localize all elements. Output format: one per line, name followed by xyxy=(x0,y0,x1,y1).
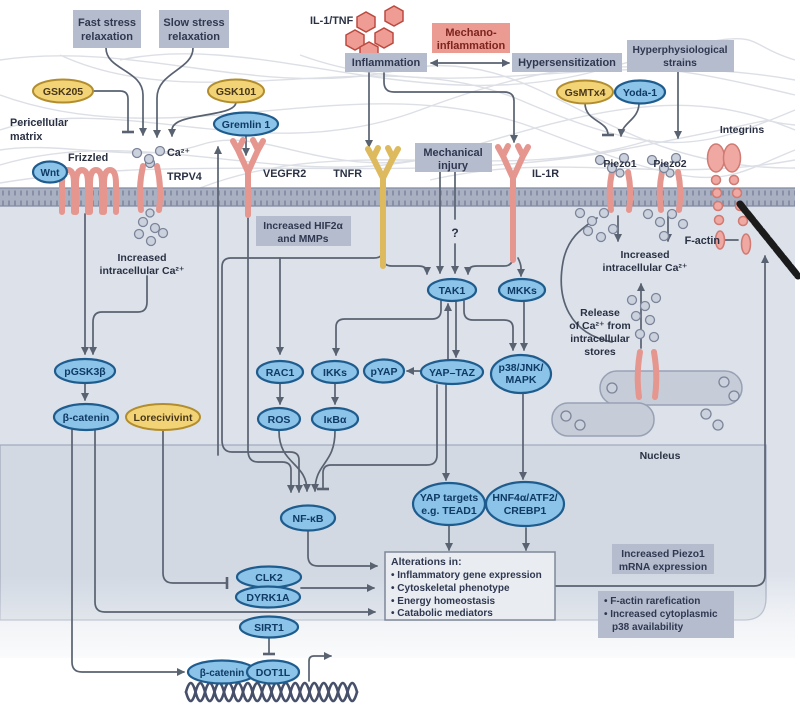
node-rac1 xyxy=(257,361,303,383)
fast-stress-box xyxy=(73,10,141,48)
effects-line3: p38 availability xyxy=(612,622,684,633)
pericellular-line1: Pericellular xyxy=(10,117,69,129)
alterations-item2: • Cytoskeletal phenotype xyxy=(391,583,510,594)
yap-targets-line2: e.g. TEAD1 xyxy=(421,505,477,517)
gsk101-label: GSK101 xyxy=(215,86,257,98)
clk2-label: CLK2 xyxy=(255,572,283,584)
release-line2: of Ca²⁺ from xyxy=(569,320,631,332)
inflammation-label: Inflammation xyxy=(351,57,421,69)
wnt-label: Wnt xyxy=(40,168,60,179)
node-bcatenin xyxy=(54,404,118,430)
piezo1-mrna-line1: Increased Piezo1 xyxy=(621,549,705,560)
inc-ca-left-line1: Increased xyxy=(117,252,167,264)
inc-ca-right-line2: intracellular Ca²⁺ xyxy=(602,262,688,274)
plasma-membrane xyxy=(0,188,795,206)
tak1-label: TAK1 xyxy=(438,285,466,297)
node-ikba xyxy=(312,408,358,430)
mkks-label: MKKs xyxy=(507,285,537,297)
il1r-label: IL-1R xyxy=(532,168,559,180)
slow-stress-box xyxy=(159,10,229,48)
bcatenin-label: β-catenin xyxy=(62,412,110,424)
node-dot1l xyxy=(247,661,299,684)
node-bcatenin-dna xyxy=(188,661,256,684)
fast-stress-line1: Fast stress xyxy=(77,17,137,29)
mech-injury-line2: injury xyxy=(438,160,468,172)
dyrk1a-label: DYRK1A xyxy=(246,592,290,604)
hypersensitization-box xyxy=(512,53,622,72)
yaptaz-label: YAP–TAZ xyxy=(428,367,476,379)
release-line3: intracellular xyxy=(570,333,630,345)
yap-targets-line1: YAP targets xyxy=(419,492,479,504)
question-mark-label: ? xyxy=(451,226,459,240)
hyperphysiological-box xyxy=(627,40,734,72)
node-mkks xyxy=(499,279,545,301)
ikks-label: IKKs xyxy=(323,367,347,379)
p38-line2: MAPK xyxy=(505,374,537,386)
inflammation-box xyxy=(345,53,427,72)
node-hnf4 xyxy=(486,482,564,526)
effects-line1: • F-actin rarefication xyxy=(604,596,701,607)
rac1-label: RAC1 xyxy=(265,367,295,379)
hif2-line2: and MMPs xyxy=(277,234,329,245)
lorecivivint-label: Lorecivivint xyxy=(133,412,193,424)
node-gsk101 xyxy=(208,80,264,103)
node-wnt xyxy=(33,162,67,183)
node-clk2 xyxy=(237,567,301,588)
nfkb-label: NF-κB xyxy=(292,513,324,525)
gsk205-label: GSK205 xyxy=(42,86,84,98)
hyperphysiological-line2: strains xyxy=(663,58,697,69)
alterations-item4: • Catabolic mediators xyxy=(391,608,493,619)
pyap-label: pYAP xyxy=(370,366,398,378)
mechano-line2: inflammation xyxy=(436,40,506,52)
node-gsk205 xyxy=(33,80,93,103)
trpv4-label: TRPV4 xyxy=(167,171,202,183)
bcatenin-dna-label: β-catenin xyxy=(199,668,245,679)
sirt1-label: SIRT1 xyxy=(254,622,284,634)
hif2-line1: Increased HIF2α xyxy=(263,221,343,232)
alterations-box xyxy=(385,552,555,620)
gsk205-inhibit-arrow xyxy=(92,91,128,132)
node-yap-targets xyxy=(413,483,485,525)
mech-injury-line1: Mechanical xyxy=(423,147,483,159)
ca-label: Ca²⁺ xyxy=(167,147,191,159)
ikba-label: IκBα xyxy=(323,414,347,426)
hnf4-line2: CREBP1 xyxy=(503,505,547,517)
vegfr2-label: VEGFR2 xyxy=(263,168,307,180)
slow-stress-line2: relaxation xyxy=(168,31,220,43)
alterations-title: Alterations in: xyxy=(391,556,462,568)
inc-ca-right-line1: Increased xyxy=(620,249,670,261)
node-ikks xyxy=(312,361,358,383)
piezo1-mrna-line2: mRNA expression xyxy=(618,562,708,573)
inc-ca-left-line2: intracellular Ca²⁺ xyxy=(99,265,185,277)
node-gsmtx4 xyxy=(557,81,613,104)
hyperphysiological-line1: Hyperphysiological xyxy=(632,45,728,56)
factin-label: F-actin xyxy=(684,235,720,247)
node-gremlin1 xyxy=(214,113,278,136)
pgsk3b-label: pGSK3β xyxy=(64,366,106,378)
node-ros xyxy=(258,408,300,430)
hnf4-line1: HNF4α/ATF2/ xyxy=(492,492,558,504)
piezo2-label: Piezo2 xyxy=(653,158,687,170)
node-tak1 xyxy=(428,279,476,301)
release-line4: stores xyxy=(584,346,616,358)
effects-line2: • Increased cytoplasmic xyxy=(604,609,718,620)
node-yoda1 xyxy=(615,81,665,104)
piezo1-mrna-box xyxy=(612,544,714,574)
dot1l-label: DOT1L xyxy=(255,667,291,679)
nucleus-label: Nucleus xyxy=(639,450,681,462)
frizzled-label: Frizzled xyxy=(68,152,109,164)
node-nfkb xyxy=(281,506,335,531)
node-yaptaz xyxy=(421,360,483,384)
hif2-box xyxy=(256,216,351,246)
node-pgsk3b xyxy=(55,359,115,383)
pericellular-line2: matrix xyxy=(10,131,43,143)
gremlin1-label: Gremlin 1 xyxy=(221,119,271,131)
p38-line1: p38/JNK/ xyxy=(498,362,544,374)
node-lorecivivint xyxy=(126,404,200,430)
slow-stress-line1: Slow stress xyxy=(163,17,225,29)
ros-label: ROS xyxy=(267,414,291,426)
integrins-label: Integrins xyxy=(719,124,765,136)
release-line1: Release xyxy=(580,307,620,319)
node-dyrk1a xyxy=(236,587,300,608)
il1tnf-label: IL-1/TNF xyxy=(310,15,354,27)
tnfr-label: TNFR xyxy=(333,168,362,180)
piezo1-label: Piezo1 xyxy=(603,158,637,170)
mechanical-injury-box xyxy=(415,143,492,172)
node-pyap xyxy=(364,360,404,383)
node-p38 xyxy=(491,355,551,393)
mechano-line1: Mechano- xyxy=(445,27,497,39)
mechano-inflammation-box xyxy=(432,23,510,53)
er-channel-icon xyxy=(638,352,640,397)
node-sirt1 xyxy=(240,617,298,638)
alterations-item3: • Energy homeostasis xyxy=(391,596,496,607)
effects-right-box xyxy=(598,591,734,638)
alterations-item1: • Inflammatory gene expression xyxy=(391,570,542,581)
yoda1-label: Yoda-1 xyxy=(622,87,658,99)
fast-stress-line2: relaxation xyxy=(81,31,133,43)
hypersensitization-label: Hypersensitization xyxy=(518,57,616,69)
gsmtx4-label: GsMTx4 xyxy=(564,87,606,99)
